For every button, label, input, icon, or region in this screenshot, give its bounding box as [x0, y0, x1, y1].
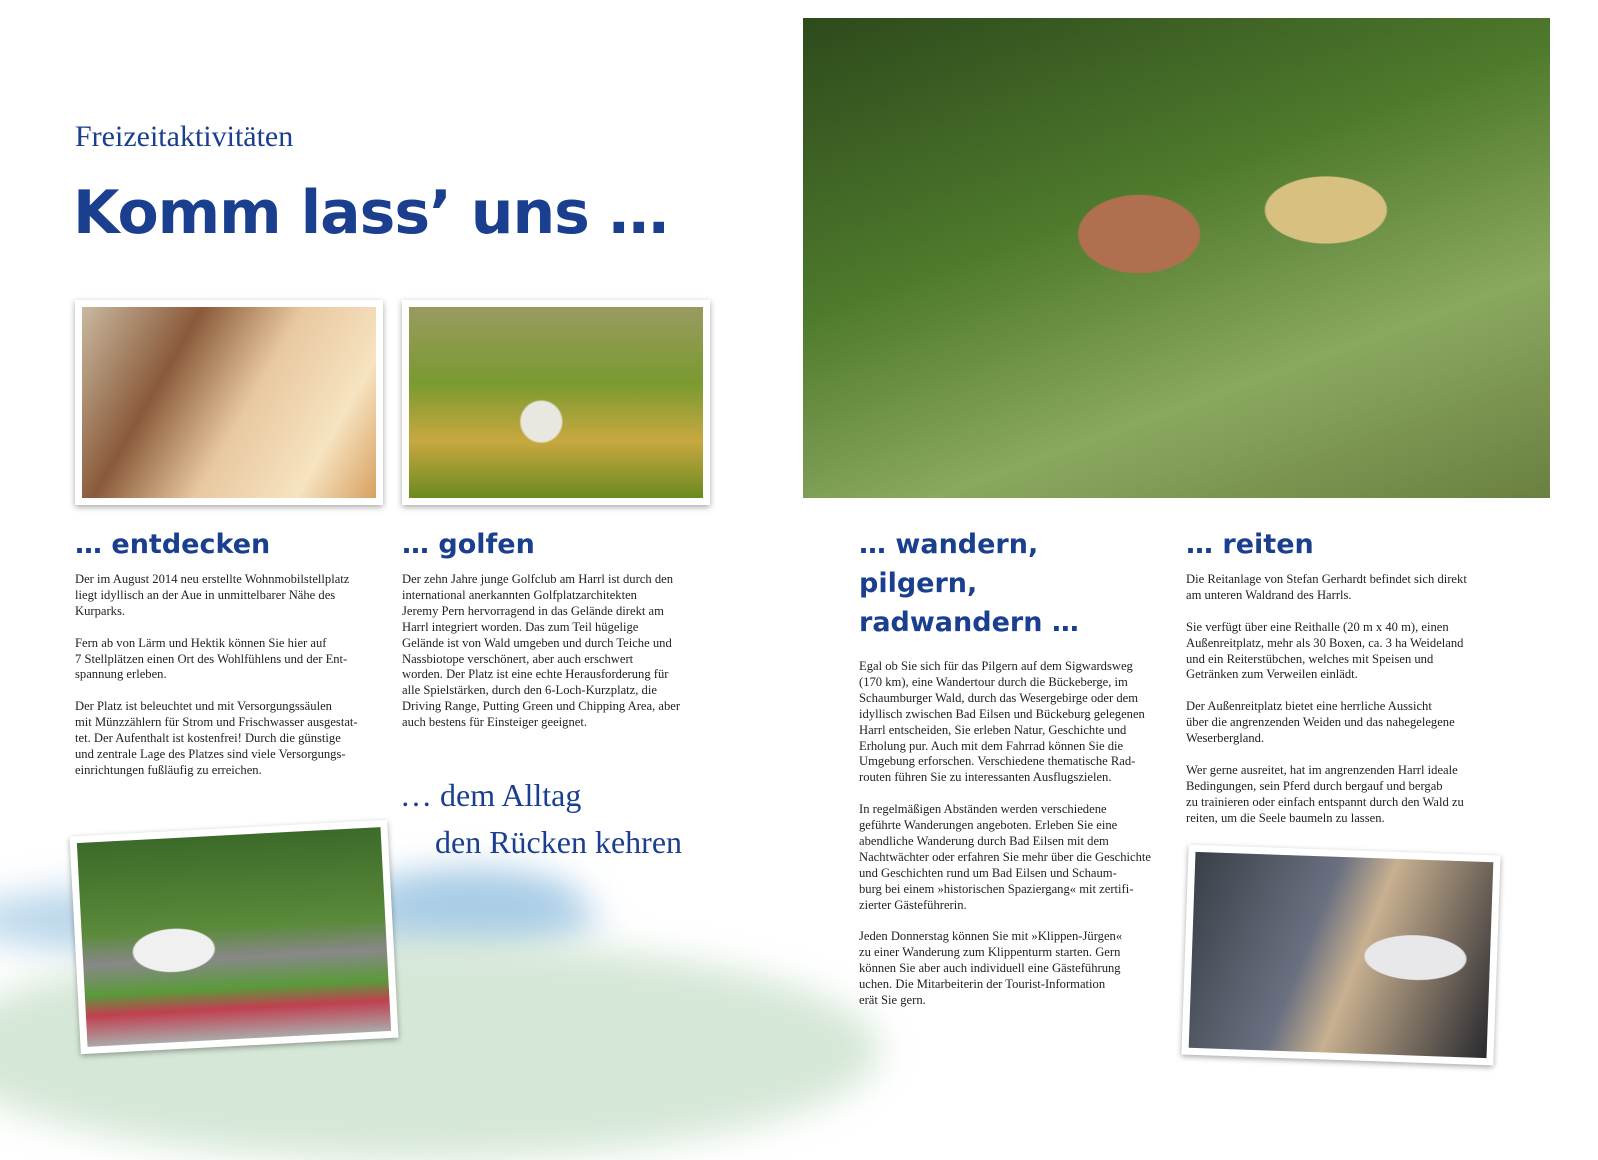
section-text: Der zehn Jahre junge Golfclub am Harrl ist durch den international anerkannten Golfplatzarchitekten Jeremy Pern hervorragend in das Gelände direkt am Harrl integriert worden. Das zum Teil hügelige Gelände ist von Wald umgeben und durch Teiche und Nassbiotope verschönert, aber auch erschwert worden. Der Platz ist eine echte Herausforderung für alle Spielstärken, durch den 6-Loch-Kurzplatz, die Driving Range, Putting Green und Chipping Area, aber auch bestens für Einsteiger geeignet.: [402, 572, 681, 730]
section-text: Die Reitanlage von Stefan Gerhardt befindet sich direkt am unteren Waldrand des Harrls. Sie verfügt über eine Reithalle (20 m x 40 m), einen Außenreitplatz, mehr als 30 Boxen, ca. 3 ha Weideland und ein Reiterstübchen, welches mit Speisen und Getränken zum Verweilen einlädt. Der Außenreitplatz bietet eine herrliche Aussicht über die angrenzenden Weiden und das nahegelegene Weserbergland. Wer gerne ausreitet, hat im angrenzenden Harrl ideale Bedingungen, sein Pferd durch bergauf und bergab zu trainieren oder einfach entspannt durch den Wald zu reiten, um die Seele baumeln zu lassen.: [1186, 572, 1467, 825]
quote: [400, 772, 682, 866]
section-entdecken: [75, 525, 385, 779]
section-text: Egal ob Sie sich für das Pilgern auf dem Sigwardsweg (170 km), eine Wandertour durch die Bückeberge, im Schaumburger Wald, durch das Wesergebirge oder dem idyllisch zwischen Bad Eilsen und Bückeburg gelegenen Harrl entscheiden, Sie erleben Natur, Geschichte und Erholung pur. Auch mit dem Fahrrad können Sie die Umgebung erforschen. Verschiedene thematische Rad- routen führen Sie zu interessanten Ausflugszielen. In regelmäßigen Abständen werden verschiedene geführte Wanderungen angeboten. Erleben Sie eine abendliche Wanderung durch Bad Eilsen mit dem Nachtwächter oder erfahren Sie mehr über die Geschichte und Geschichten rund um Bad Eilsen und Schaum- burg bei einem »historischen Spaziergang« mit zertifi- zierter Gästeführerin. Jeden Donnerstag können Sie mit »Klippen-Jürgen« zu einer Wanderung zum Klippenturm starten. Gern können Sie aber auch individuell eine Gästeführung uchen. Die Mitarbeiterin der Tourist-Information erät Sie gern.: [859, 659, 1151, 1008]
photo-couple-caravan: [75, 300, 383, 505]
quote-line-1: … dem Alltag: [400, 777, 582, 813]
section-reiten: [1186, 525, 1506, 827]
photo-golf: [402, 300, 710, 505]
watercolor-wash-blue: [380, 870, 580, 940]
section-text: Der im August 2014 neu erstellte Wohnmobilstellplatz liegt idyllisch an der Aue in unmittelbarer Nähe des Kurparks. Fern ab von Lärm und Hektik können Sie hier auf 7 Stellplätzen einen Ort des Wohlfühlens und der Ent- spannung erleben. Der Platz ist beleuchtet und mit Versorgungssäulen mit Münzzählern für Strom und Frischwasser ausgestat- tet. Der Aufenthalt ist kostenfrei! Durch die günstige und zentrale Lage des Platzes sind viele Versorgungs- einrichtungen fußläufig zu erreichen.: [75, 572, 358, 777]
photo-motorhome-site: [70, 820, 399, 1054]
quote-line-2: den Rücken kehren: [435, 824, 683, 860]
section-heading: … reiten: [1186, 529, 1314, 560]
photo-rider-with-horse: [1181, 845, 1500, 1066]
page-title: Komm lass’ uns …: [73, 178, 668, 248]
section-heading: … entdecken: [75, 529, 271, 560]
photo-hikers-with-backpack: [803, 18, 1550, 498]
section-wandern: [859, 525, 1159, 1009]
section-heading: … wandern, pilgern, radwandern …: [859, 529, 1079, 638]
section-golfen: [402, 525, 712, 731]
kicker: Freizeitaktivitäten: [75, 120, 294, 153]
section-heading: … golfen: [402, 529, 535, 560]
